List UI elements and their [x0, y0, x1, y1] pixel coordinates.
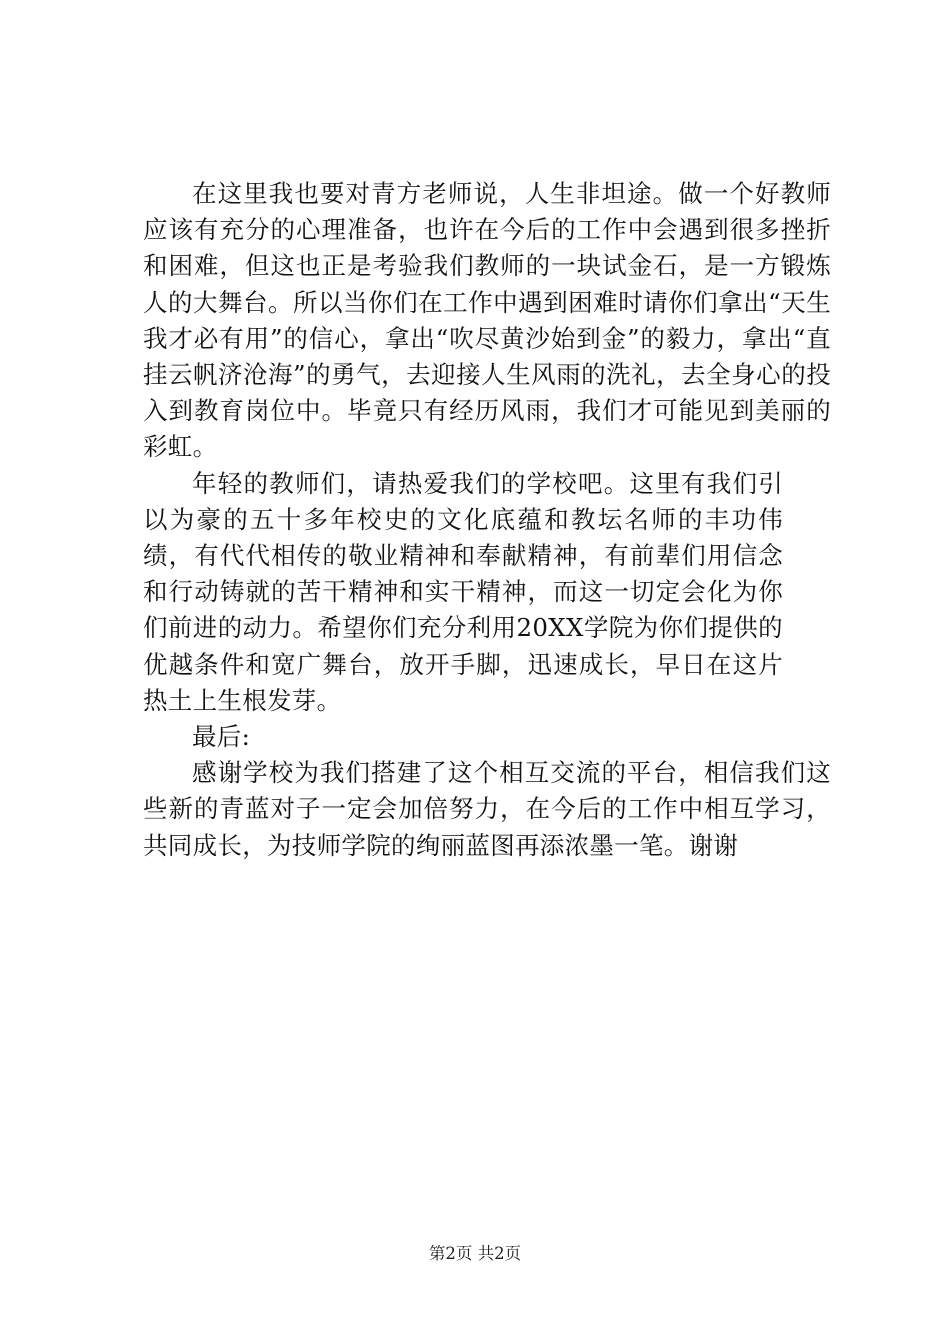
paragraph-thanks: 感谢学校为我们搭建了这个相互交流的平台，相信我们这些新的青蓝对子一定会加倍努力，在今后的工作中相互学习，共同成长，为技师学院的绚丽蓝图再添浓墨一笔。谢谢: [143, 758, 831, 860]
paragraph-closing-heading: 最后:: [192, 722, 251, 752]
page-number-footer: 第2页 共2页: [428, 1244, 522, 1263]
paragraph-young-teachers: 年轻的教师们，请热爱我们的学校吧。这里有我们引以为豪的五十多年校史的文化底蕴和教坛名师的丰功伟绩，有代代相传的敬业精神和奉献精神，有前辈们用信念和行动铸就的苦干精神和实干精神，而这一切定会化为你们前进的动力。希望你们充分利用20XX学院为你们提供的优越条件和宽广舞台，放开手脚，迅速成长，早日在这片热土上生根发芽。: [143, 468, 783, 715]
paragraph-encouragement: 在这里我也要对青方老师说，人生非坦途。做一个好教师应该有充分的心理准备，也许在今后的工作中会遇到很多挫折和困难，但这也正是考验我们教师的一块试金石，是一方锻炼人的大舞台。所以当你们在工作中遇到困难时请你们拿出“天生我才必有用”的信心，拿出“吹尽黄沙始到金”的毅力，拿出“直挂云帆济沧海”的勇气，去迎接人生风雨的洗礼，去全身心的投入到教育岗位中。毕竟只有经历风雨，我们才可能见到美丽的彩虹。: [143, 179, 832, 462]
document-body: [143, 176, 831, 864]
